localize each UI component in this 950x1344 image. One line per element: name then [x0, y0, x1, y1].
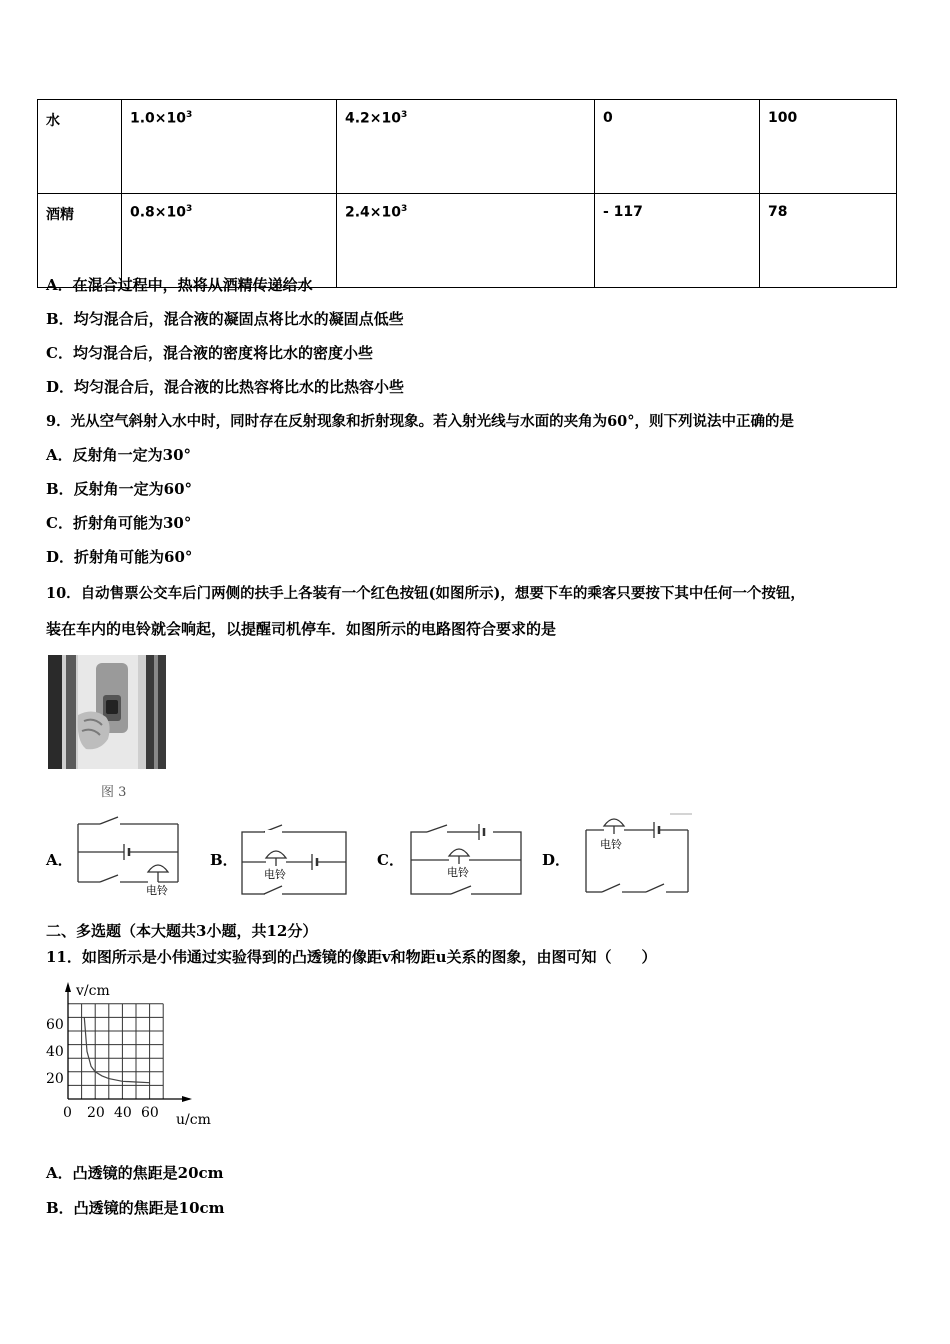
table-cell: 100	[760, 100, 897, 194]
circuit-d-diagram	[582, 810, 694, 898]
properties-table	[37, 99, 897, 288]
circuit-d-letter: D．	[542, 851, 571, 869]
q8-option-c: C．均匀混合后，混合液的密度将比水的密度小些	[46, 344, 373, 362]
table-row	[38, 100, 897, 194]
table-cell: 0	[595, 100, 760, 194]
y-axis-label: v/cm	[76, 983, 110, 999]
q11-option-a: A．凸透镜的焦距是20cm	[46, 1164, 224, 1182]
circuit-a-letter: A．	[46, 851, 73, 869]
bell-label: 电铃	[146, 884, 168, 897]
v-u-curve	[84, 1017, 149, 1082]
circuit-a-diagram	[74, 814, 184, 900]
circuit-b-diagram	[238, 822, 350, 898]
section2-title: 二、多选题（本大题共3小题，共12分）	[46, 922, 318, 940]
table-cell: $0.8\times 10^3$	[122, 194, 337, 288]
q9-option-a: A．反射角一定为30°	[46, 446, 192, 464]
circuit-c-diagram	[407, 820, 525, 898]
y-axis-arrow	[65, 982, 71, 992]
table-cell: $1.0\times 10^3$	[122, 100, 337, 194]
table-cell: - 117	[595, 194, 760, 288]
q9-stem: 9．光从空气斜射入水中时，同时存在反射现象和折射现象。若入射光线与水面的夹角为60°，则下列说法中正确的是	[46, 413, 795, 430]
bus-button-photo	[48, 655, 166, 769]
table-cell: $2.4\times 10^3$	[337, 194, 595, 288]
q8-option-d: D．均匀混合后，混合液的比热容将比水的比热容小些	[46, 378, 405, 396]
x-axis-arrow	[182, 1096, 192, 1102]
q8-option-b: B．均匀混合后，混合液的凝固点将比水的凝固点低些	[46, 310, 404, 328]
bell-label: 电铃	[600, 838, 622, 851]
bell-label: 电铃	[264, 868, 286, 881]
y-tick-label: 40	[46, 1044, 64, 1060]
x-tick-label: 40	[114, 1105, 132, 1121]
x-tick-label: 20	[87, 1105, 105, 1121]
q8-option-a: A．在混合过程中，热将从酒精传递给水	[46, 276, 313, 294]
v-u-chart	[40, 980, 220, 1128]
table-cell: $4.2\times 10^3$	[337, 100, 595, 194]
circuit-c-letter: C．	[377, 851, 404, 869]
table-cell: 78	[760, 194, 897, 288]
q9-option-c: C．折射角可能为30°	[46, 514, 192, 532]
y-tick-label: 60	[46, 1017, 64, 1033]
q11-stem: 11．如图所示是小伟通过实验得到的凸透镜的像距v和物距u关系的图象，由图可知（ ）	[46, 948, 657, 966]
table-cell: 酒精	[38, 194, 122, 288]
q9-option-b: B．反射角一定为60°	[46, 480, 193, 498]
bell-label: 电铃	[447, 866, 469, 879]
q11-option-b: B．凸透镜的焦距是10cm	[46, 1199, 225, 1217]
x-tick-label: 0	[63, 1105, 72, 1121]
x-axis-label: u/cm	[176, 1112, 211, 1128]
q10-stem-line2: 装在车内的电铃就会响起，以提醒司机停车．如图所示的电路图符合要求的是	[46, 620, 557, 638]
circuit-b-letter: B．	[210, 851, 238, 869]
figure-caption: 图 3	[101, 785, 127, 800]
y-tick-label: 20	[46, 1071, 64, 1087]
q10-stem-line1: 10．自动售票公交车后门两侧的扶手上各装有一个红色按钮(如图所示)，想要下车的乘客只要按下其中任何一个按钮，	[46, 585, 805, 602]
table-cell: 水	[38, 100, 122, 194]
q9-option-d: D．折射角可能为60°	[46, 548, 193, 566]
x-tick-label: 60	[141, 1105, 159, 1121]
